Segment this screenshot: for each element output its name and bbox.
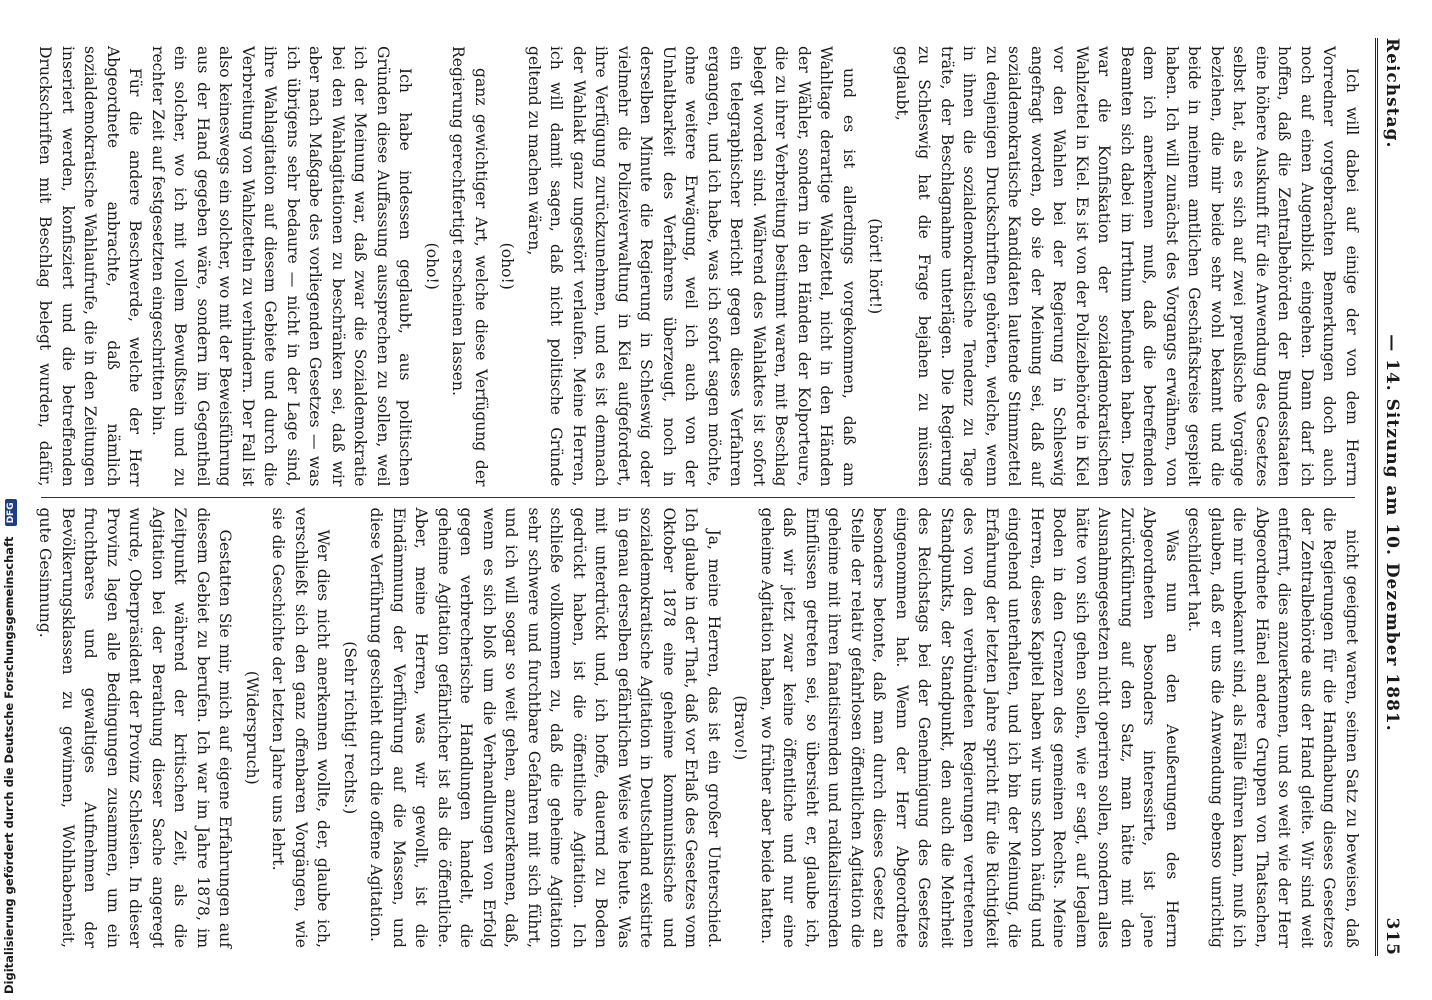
header-rule bbox=[1375, 38, 1378, 956]
left-column bbox=[33, 38, 1363, 495]
interjection: (hört! hört!) bbox=[866, 218, 885, 315]
digitization-footer bbox=[0, 0, 20, 1000]
paragraph: Wer dies nicht anerkennen wollte, der, glaube ich, verschließt sich den ganz offenbaren Vorgängen, wie sie die Geschichte der letzten Jahre uns lehrt. bbox=[269, 507, 333, 948]
paragraph: nicht geeignet waren, seinen Satz zu beweisen, daß die Regierungen für die Handhabung dieses Gesetzes der Zentralbehörde aus der Hand gleite. Wir sind weit entfernt, dies anzuerkennen, und so weit wie der Herr Abgeordnete Hänel andere Gruppen von Thatsachen, die mir unbekannt sind, als Fälle führen kann, muß ich glauben, daß er uns die Anwendung ebenso unrichtig geschildert hat. bbox=[1185, 507, 1361, 948]
interjection: (Bravo!) bbox=[731, 695, 750, 761]
paragraph: Ich will dabei auf einige der von dem Herrn Vorredner vorgebrachten Bemerkungen doch auch noch auf einen Augenblick eingehen. Dann darf ich hoffen, daß die Zentralbehörden der Bundesstaaten eine höhere Auskunft für die Anwendung des Gesetzes selbst hat, als es sich auf zwei preußische Vorgänge beziehen, die mir beide sehr wohl bekannt und die beide in meinem amtlichen Geschäftskreise gespielt haben. Ich will zunächst des Vorgangs erwähnen, von dem ich anerkennen muß, daß die betreffenden Beamten sich dabei im Irrthum befunden haben. Dies war die Konfiskation der sozialdemokratischen Wahlzettel in Kiel. Es ist von der Polizeibehörde in Kiel vor den Wahlen bei der Regierung in Schleswig angefragt worden, ob sie der Meinung sei, daß auf sozialdemokratische Kandidaten lautende Stimmzettel zu denjenigen Druckschriften gehörten, welche, wenn in ihnen die sozialdemokratische Tendenz zu Tage träte, der Beschlagnahme unterlägen. Die Regierung zu Schleswig hat die Frage bejahen zu müssen geglaubt, bbox=[893, 46, 1361, 487]
page-header bbox=[1382, 38, 1404, 956]
header-session-title: — 14. Sitzung am 10. Dezember 1881. bbox=[1382, 334, 1402, 732]
column-divider bbox=[41, 497, 1355, 498]
paragraph: ganz gewichtiger Art, welche diese Verfügung der Regierung gerechtfertigt erscheinen lassen. bbox=[449, 46, 490, 487]
interjection: (Widerspruch) bbox=[243, 670, 261, 785]
paragraph: Ja, meine Herren, das ist ein großer Unterschied. Ich glaube in der That, daß vor Erlaß des Gesetzes vom Oktober 1878 eine geheime kommunistische und sozialdemokratische Agitation in Deutschland existirte in genau derselben gefährlichen Weise wie heute. Was mit unterdrückt und, ich hoffe, dauernd zu Boden gedrückt haben, ist die öffentliche Agitation. Ich schließe vollkommen zu, daß die geheime Agitation sehr schwere und furchtbare Gefahren mit sich führt, und ich will sogar so weit gehen, anzuerkennen, daß, wenn es sich bloß um die Verhandlungen von Erfolg gegen verbrecherische Handlungen handelt, die geheime Agitation gefährlicher ist als die öffentliche. Aber, meine Herren, was wir gewollt, ist die Eindämmung der Verführung auf die Massen, und diese Verführung geschieht durch die offene Agitation. bbox=[367, 507, 723, 948]
interjection: (Sehr richtig! rechts.) bbox=[341, 641, 359, 815]
right-column bbox=[33, 500, 1363, 957]
paragraph: und es ist allerdings vorgekommen, daß am Wahltage derartige Wahlzettel, nicht in den Händen der Wähler, sondern in den Händen der Kolporteure, die zu ihrer Verbreitung bestimmt waren, mit Beschlag belegt worden sind. Während des Wahlaktes ist sofort ein telegraphischer Bericht gegen dieses Verfahren ergangen, und ich habe, was ich sofort sagen möchte, ohne weitere Erwägung, weil ich auch von der Unhaltbarkeit des Verfahrens überzeugt, noch in derselben Minute die Regierung in Schleswig oder vielmehr die Polizeiverwaltung in Kiel aufgefordert, ihre Verfügung zurückzunehmen, und es ist demnach der Wahlakt ganz ungestört verlaufen. Meine Herren, ich will damit sagen, daß nicht politische Gründe geltend zu machen wären, bbox=[525, 46, 858, 487]
paragraph: Gestatten Sie mir, mich auf eigene Erfahrungen auf diesem Gebiet zu berufen. Ich war im Jahre 1878, im Zeitpunkt während der kritischen Zeit, als die Agitation bei der Berathung dieser Sache angeregt wurde, Oberpräsident der Provinz Schlesien. In dieser Provinz lagen alle Bedingungen zusammen, um ein fruchtbares und gewaltiges Aufnehmen der Bevölkerungsklassen zu gewinnen, Wohlhabenheit, gute Gesinnung. bbox=[36, 507, 235, 948]
footer-text bbox=[2, 4, 17, 994]
footer-note: Digitalisierung gefördert durch die Deutsche Forschungsgemeinschaft bbox=[2, 536, 16, 994]
paragraph: Was nun an den Aeußerungen des Herrn Abgeordneten besonders interessirte, ist jene Zurückführung auf den Satz, man hätte mit den Ausnahmegesetzen nicht operiren sollen, sondern alles hätte von sich gehen sollen, wie er sagt, auf legalem Boden in den Grenzen des gemeinen Rechts. Meine Herren, dieses Kapitel haben wir uns schon häufig und eingehend unterhalten, und ich bin der Meinung, die Erfahrung der letzten Jahre spricht für die Richtigkeit des von den verbündeten Regierungen vertretenen Standpunkts, der Standpunkt, den auch die Mehrheit des Reichstags bei der Genehmigung des Gesetzes eingenommen hat. Wenn der Herr Abgeordnete besonders betonte, daß man durch dieses Gesetz an Stelle der relativ gefahrlosen öffentlichen Agitation die geheime mit ihren fanatisirenden und radikalisirenden Einflüssen getreten sei, so übersieht er, glaube ich, daß wir jetzt zwar keine öffentliche und nur eine geheime Agitation haben, wo früher aber beide hatten. bbox=[758, 507, 1181, 948]
interjection: (oho!) bbox=[423, 242, 441, 290]
paragraph: Ich habe indessen geglaubt, aus politischen Gründen diese Auffassung aussprechen zu sollen, weil ich der Meinung war, daß zwar die Sozialdemokratie bei den Wahlagitationen zu beschränken sei, daß wir aber nach Maßgabe des vorliegenden Gesetzes — was ich übrigens sehr bedaure — nicht in der Lage sind, ihre Wahlagitation auf diesem Gebiete und durch die Verbreitung von Wahlzetteln zu verhindern. Der Fall ist also keineswegs ein solcher, wo mit der Beweisführung aus der Hand gegeben wäre, sondern im Gegentheil ein solcher, wo ich mit vollem Bewußtsein und zu rechter Zeit auf festgesetzten eingeschritten bin. bbox=[149, 46, 415, 487]
interjection: (oho!) bbox=[498, 242, 517, 290]
dfg-logo: DFG bbox=[5, 499, 17, 526]
header-publication: Reichstag. bbox=[1382, 38, 1402, 149]
text-columns bbox=[33, 38, 1363, 956]
header-page-number: 315 bbox=[1382, 917, 1402, 956]
paragraph: Für die andere Beschwerde, welche der Herr Abgeordnete anbrachte, daß nämlich sozialdemokratische Wahlaufrufe, die in den Zeitungen inseriert werden, konfisziert und die betreffenden Druckschriften mit Beschlag belegt wurden, dafür, bbox=[36, 46, 145, 487]
